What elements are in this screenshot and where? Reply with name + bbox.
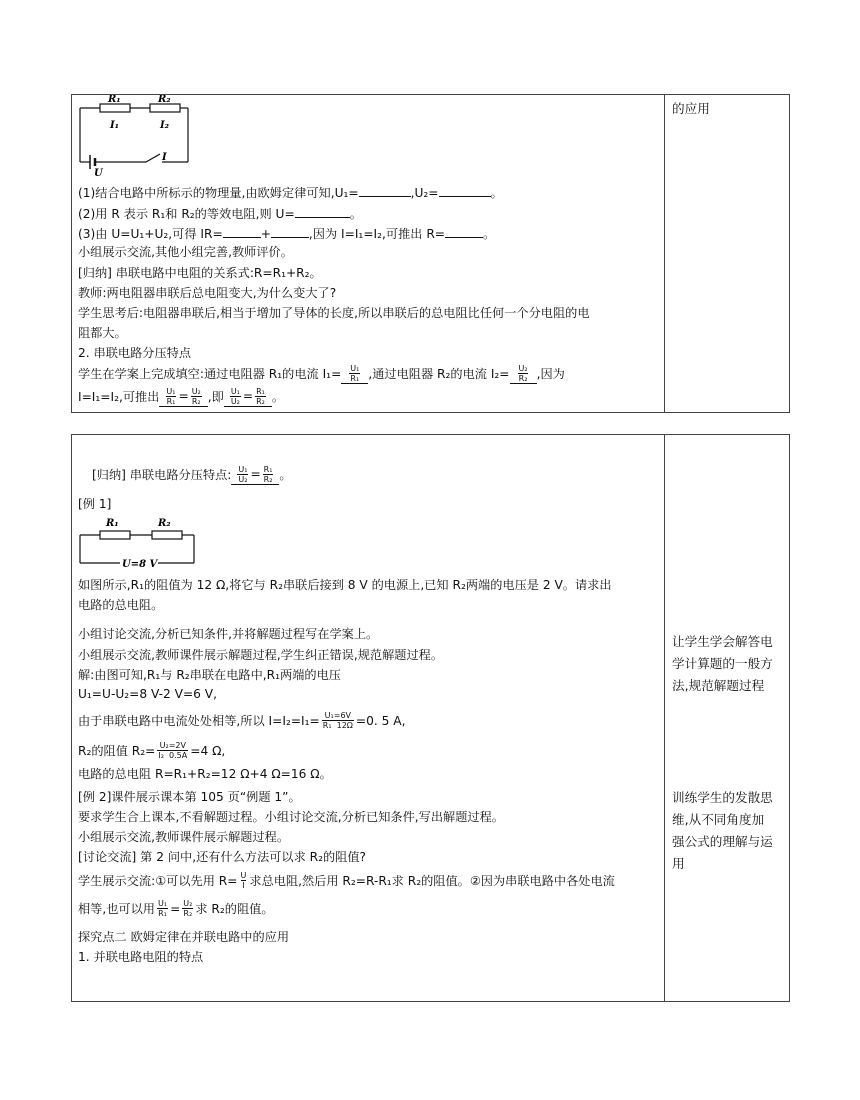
group-line: 小组展示交流,教师课件展示解题过程。 bbox=[78, 830, 290, 844]
v6: 6V bbox=[340, 711, 351, 720]
lesson-table-2 bbox=[71, 434, 790, 1002]
denominator: R₂ bbox=[183, 909, 193, 918]
r1-label: R₁ bbox=[106, 518, 119, 529]
q1-text: (1)结合电路中所标示的物理量,由欧姆定律可知,U₁= bbox=[78, 186, 359, 200]
side-note-2 bbox=[672, 787, 790, 875]
i2: I₂ bbox=[158, 751, 164, 760]
summary-text: [归纳] 串联电路分压特点: bbox=[92, 468, 232, 482]
fraction-u-i bbox=[239, 871, 247, 890]
group-line: 小组展示交流,其他小组完善,教师评价。 bbox=[78, 245, 293, 259]
lesson-table-1 bbox=[71, 94, 790, 413]
numerator: U₁ bbox=[238, 465, 248, 474]
summary-end: 。 bbox=[279, 468, 292, 482]
solution-line-4 bbox=[78, 741, 225, 760]
denominator: R₂ bbox=[263, 475, 273, 484]
fill-text-b: ,通过电阻器 R₂的电流 I₂= bbox=[368, 367, 510, 381]
fraction-u2-r2 bbox=[182, 899, 193, 918]
fill-text-d: I=I₁=I₂,可推出 bbox=[78, 390, 160, 404]
side-note-line: 学计算题的一般方 bbox=[672, 656, 773, 671]
fraction-u2-r2 bbox=[518, 364, 529, 383]
numerator: U₁ bbox=[230, 387, 240, 396]
student-answer-2: 相等,也可以用 $\frac{\text{U₁}}{\text{R₁}}$ = $\frac{\text{U₂}}{\text{R₂}}$ 求 R₂的阻值。 bbox=[78, 899, 274, 918]
fraction-u1-r1 bbox=[349, 364, 360, 383]
q3-text-c: ,因为 I=I₁=I₂,可推出 R= bbox=[308, 227, 445, 241]
fraction-r1-r2 bbox=[255, 387, 266, 406]
solution-line-1: 解:由图可知,R₁与 R₂串联在电路中,R₁两端的电压 bbox=[78, 668, 341, 682]
example-1-label: [例 1] bbox=[78, 497, 112, 511]
blank bbox=[295, 217, 350, 218]
fraction-u1-u2 bbox=[165, 387, 176, 406]
fraction-u1-u2 bbox=[230, 387, 241, 406]
example-2-line: [例 2]课件展示课本第 105 页“例题 1”。 bbox=[78, 790, 301, 804]
u-label: U bbox=[94, 168, 103, 177]
column-divider bbox=[664, 95, 665, 412]
series-circuit-diagram bbox=[78, 95, 208, 177]
current-text: 由于串联电路中电流处处相等,所以 I=I₂=I₁= bbox=[78, 713, 320, 728]
q3-text: (3)由 U=U₁+U₂,可得 IR= bbox=[78, 227, 223, 241]
denominator: R₂ bbox=[256, 397, 265, 406]
blank bbox=[510, 364, 537, 384]
blank bbox=[223, 237, 261, 238]
r1-label: R₁ bbox=[108, 95, 121, 105]
denominator bbox=[157, 750, 188, 760]
discussion-line: 小组讨论交流,分析已知条件,并将解题过程写在学案上。 bbox=[78, 627, 379, 641]
q1-text-c: 。 bbox=[490, 186, 503, 200]
summary-line bbox=[92, 465, 292, 485]
blank: $\frac{\text{U₁}}{\text{R₁}}$ = $\frac{\text{U₂}}{\text{R₂}}$ bbox=[159, 387, 207, 407]
a05: 0.5A bbox=[169, 751, 188, 760]
side-note-line: 训练学生的发散思 bbox=[672, 790, 773, 805]
i2-label: I₂ bbox=[160, 120, 170, 131]
summary-line: [归纳] 串联电路中电阻的关系式:R=R₁+R₂。 bbox=[78, 266, 322, 280]
side-note-line: 维,从不同角度加 bbox=[672, 812, 765, 827]
question-2 bbox=[78, 206, 362, 222]
side-note-line: 强公式的理解与运 bbox=[672, 834, 773, 849]
side-note-line: 用 bbox=[672, 856, 685, 871]
fill-line-2 bbox=[78, 387, 284, 407]
display-line: 小组展示交流,教师课件展示解题过程,学生纠正错误,规范解题过程。 bbox=[78, 648, 444, 662]
q3-text-d: 。 bbox=[483, 227, 496, 241]
teacher-line: 教师:两电阻器串联后总电阻变大,为什么变大了? bbox=[78, 286, 337, 300]
blank bbox=[439, 196, 491, 197]
numerator: R₁ bbox=[263, 465, 273, 474]
denominator: R₂ bbox=[518, 374, 528, 383]
numerator: U₂ bbox=[191, 387, 201, 396]
answer-text-b: 求总电阻,然后用 R₂=R-R₁求 R₂的阻值。②因为串联电路中各处电流 bbox=[249, 873, 615, 888]
numerator: R₁ bbox=[256, 387, 265, 396]
resistance-value: =4 Ω, bbox=[190, 743, 226, 758]
example-circuit-diagram bbox=[78, 513, 208, 573]
fill-line-1 bbox=[78, 364, 565, 384]
denominator: I bbox=[242, 881, 245, 890]
student-answer-1 bbox=[78, 871, 615, 890]
column-divider bbox=[664, 435, 665, 1001]
i1-label: I₁ bbox=[110, 120, 120, 131]
side-note-text: 的应用 bbox=[672, 101, 710, 116]
solution-line-2: U₁=U-U₂=8 V-2 V=6 V, bbox=[78, 687, 218, 701]
fraction-current bbox=[322, 711, 354, 730]
side-note bbox=[672, 98, 790, 120]
v2: 2V bbox=[175, 741, 186, 750]
section-heading: 探究点二 欧姆定律在并联电路中的应用 bbox=[78, 930, 290, 944]
r1: R₁ bbox=[322, 721, 332, 730]
numerator: U₂ bbox=[183, 899, 193, 908]
blank bbox=[341, 364, 368, 384]
fraction-resistance bbox=[157, 741, 188, 760]
r2-label: R₂ bbox=[158, 518, 171, 529]
side-note-line: 法,规范解题过程 bbox=[672, 678, 765, 693]
solution-line-3 bbox=[78, 711, 405, 730]
r2-label: R₂ bbox=[158, 95, 171, 105]
requirement-line: 要求学生合上课本,不看解题过程。小组讨论交流,分析已知条件,写出解题过程。 bbox=[78, 810, 504, 824]
denominator: U₂ bbox=[230, 397, 240, 406]
i-label: I bbox=[162, 152, 167, 163]
numerator: U bbox=[240, 871, 247, 880]
denominator: R₁ bbox=[350, 374, 360, 383]
denominator: R₁ bbox=[158, 909, 167, 918]
numerator: U₂=2V bbox=[159, 741, 186, 750]
blank bbox=[445, 237, 483, 238]
problem-line-2: 电路的总电阻。 bbox=[78, 598, 164, 612]
numerator: U₁ bbox=[350, 364, 360, 373]
q1-text-b: ,U₂= bbox=[410, 186, 439, 200]
q3-text-b: + bbox=[260, 227, 271, 241]
subsection-heading: 1. 并联电路电阻的特点 bbox=[78, 950, 204, 964]
answer-text-d: 求 R₂的阻值。 bbox=[195, 901, 274, 916]
answer-text-c: 相等,也可以用 bbox=[78, 901, 155, 916]
blank bbox=[359, 196, 411, 197]
blank: $\frac{\text{U₁}}{\text{U₂}}$ = $\frac{\text{R₁}}{\text{R₂}}$ bbox=[224, 387, 272, 407]
denominator: R₁ bbox=[166, 397, 176, 406]
denominator: R₂ bbox=[191, 397, 201, 406]
u2: U₂ bbox=[159, 741, 169, 750]
question-1 bbox=[78, 185, 503, 201]
fraction-u2-r2 bbox=[191, 387, 202, 406]
blank bbox=[271, 237, 309, 238]
fraction-u1-u2 bbox=[237, 465, 248, 484]
blank: $\frac{\text{U₁}}{\text{U₂}}$ = $\frac{\text{R₁}}{\text{R₂}}$ bbox=[231, 465, 279, 485]
fill-text-e: ,即 bbox=[207, 390, 224, 404]
total-resistance-line: 电路的总电阻 R=R₁+R₂=12 Ω+4 Ω=16 Ω。 bbox=[78, 767, 332, 781]
numerator: U₁ bbox=[158, 899, 168, 908]
voltage-label: U=8 V bbox=[122, 559, 158, 570]
student-line-1: 学生思考后:电阻器串联后,相当于增加了导体的长度,所以串联后的总电阻比任何一个分电阻的电 bbox=[78, 306, 590, 320]
student-line-2: 阻都大。 bbox=[78, 326, 127, 340]
numerator: U₂ bbox=[518, 364, 528, 373]
current-value: =0. 5 A, bbox=[355, 713, 406, 728]
fraction-r1-r2 bbox=[263, 465, 274, 484]
fill-text: 学生在学案上完成填空:通过电阻器 R₁的电流 I₁= bbox=[78, 367, 342, 381]
side-note-1 bbox=[672, 631, 790, 697]
o12: 12Ω bbox=[336, 721, 353, 730]
u1: U₁ bbox=[324, 711, 334, 720]
denominator bbox=[322, 720, 354, 730]
fill-text-f: 。 bbox=[271, 390, 285, 404]
section-heading: 2. 串联电路分压特点 bbox=[78, 346, 192, 360]
numerator: U₁=6V bbox=[324, 711, 351, 720]
side-note-line: 让学生学会解答电 bbox=[672, 634, 773, 649]
numerator: U₁ bbox=[166, 387, 176, 396]
q2-text: (2)用 R 表示 R₁和 R₂的等效电阻,则 U= bbox=[78, 207, 295, 221]
question-3 bbox=[78, 226, 495, 242]
q2-text-b: 。 bbox=[349, 207, 362, 221]
problem-line-1: 如图所示,R₁的阻值为 12 Ω,将它与 R₂串联后接到 8 V 的电源上,已知 R₂两端的电压是 2 V。请求出 bbox=[78, 578, 612, 592]
fraction-u1-r1 bbox=[157, 899, 168, 918]
answer-text: 学生展示交流:①可以先用 R= bbox=[78, 873, 238, 888]
denominator: U₂ bbox=[238, 475, 248, 484]
discussion-question: [讨论交流] 第 2 问中,还有什么方法可以求 R₂的阻值? bbox=[78, 850, 367, 864]
resistance-text: R₂的阻值 R₂= bbox=[78, 743, 156, 758]
fill-text-c: ,因为 bbox=[536, 367, 565, 381]
